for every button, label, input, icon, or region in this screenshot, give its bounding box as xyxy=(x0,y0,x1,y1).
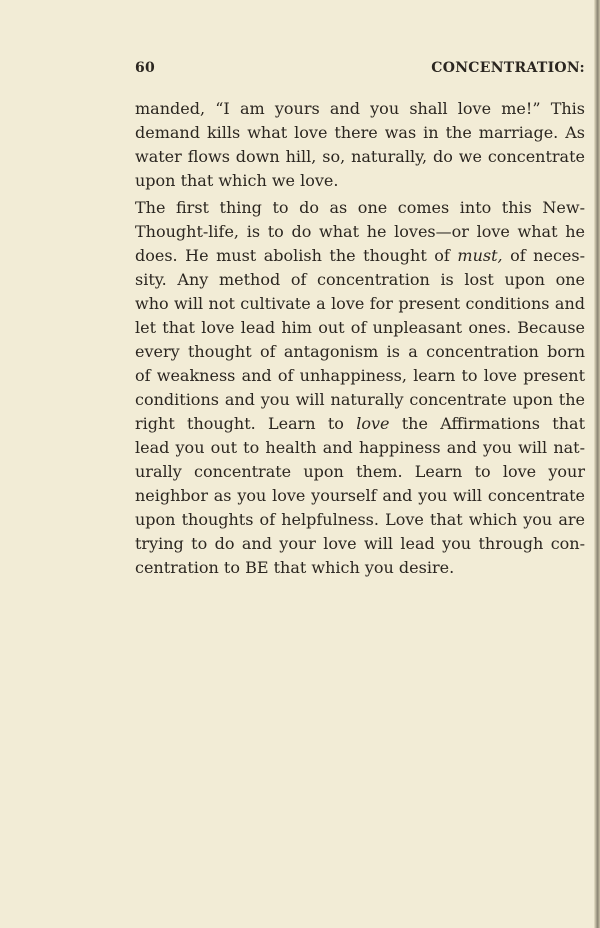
text-line: upon thoughts of helpfulness. Love that which you are xyxy=(135,510,585,529)
text-line: Thought-life, is to do what he loves—or love what he xyxy=(135,222,585,241)
text-line: demand kills what love there was in the marriage. As xyxy=(135,123,585,142)
text-line: centration to BE that which you desire. xyxy=(135,558,455,577)
text-line: The first thing to do as one comes into this New- xyxy=(135,198,585,217)
text-segment: does. He must abolish the thought of xyxy=(135,246,458,265)
text-line: trying to do and your love will lead you through con- xyxy=(135,534,585,553)
text-line: neighbor as you love yourself and you will concentrate xyxy=(135,486,585,505)
text-line xyxy=(135,412,585,436)
page-number: 60 xyxy=(135,60,156,76)
text-line: let that love lead him out of unpleasant ones. Because xyxy=(135,318,585,337)
page-edge xyxy=(594,0,600,928)
page-body xyxy=(135,97,585,580)
text-line: lead you out to health and happiness and you will nat- xyxy=(135,438,585,457)
italic-word: love xyxy=(356,414,390,433)
text-line: upon that which we love. xyxy=(135,171,339,190)
italic-word: must, xyxy=(457,246,503,265)
text-line xyxy=(135,244,585,268)
paragraph xyxy=(135,196,585,580)
text-line: urally concentrate upon them. Learn to love your xyxy=(135,462,585,481)
text-line: water flows down hill, so, naturally, do we concentrate xyxy=(135,147,585,166)
text-line: every thought of antagonism is a concentration born xyxy=(135,342,585,361)
text-line: manded, “I am yours and you shall love me!” This xyxy=(135,99,585,118)
text-line: who will not cultivate a love for present conditions and xyxy=(135,294,585,313)
running-title: CONCENTRATION: xyxy=(431,60,585,76)
text-segment: right thought. Learn to xyxy=(135,414,357,433)
running-header xyxy=(135,60,585,80)
text-line: conditions and you will naturally concentrate upon the xyxy=(135,390,585,409)
text-segment: of neces- xyxy=(502,246,586,265)
text-line: sity. Any method of concentration is lost upon one xyxy=(135,270,585,289)
text-segment: the Affirmations that xyxy=(389,414,585,433)
text-line: of weakness and of unhappiness, learn to love present xyxy=(135,366,585,385)
paragraph xyxy=(135,97,585,193)
